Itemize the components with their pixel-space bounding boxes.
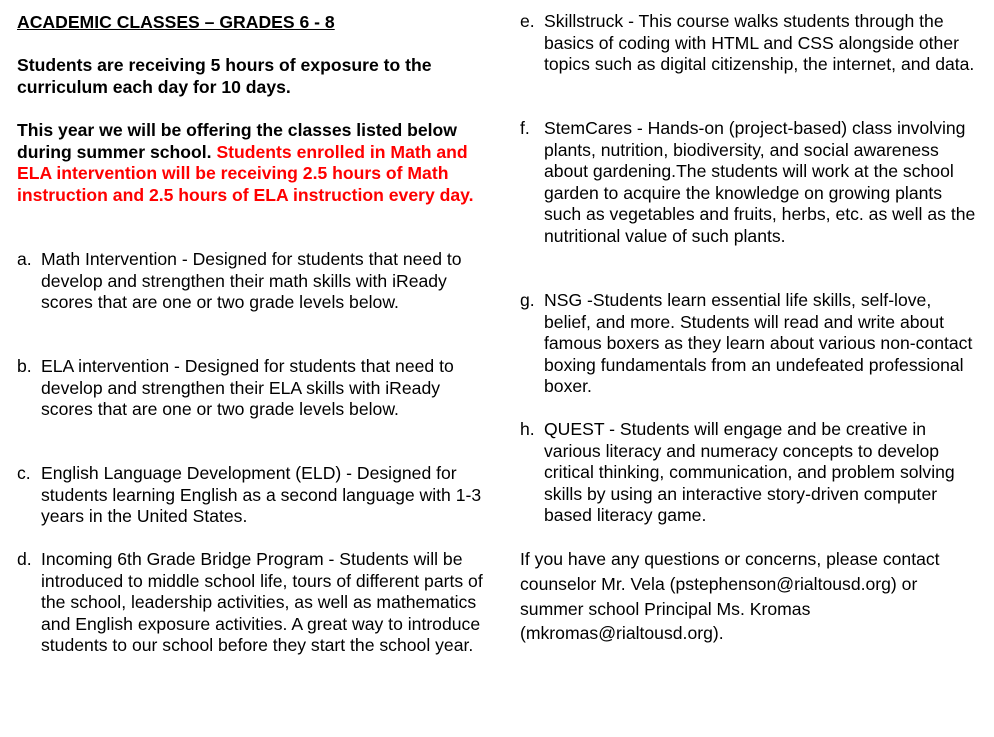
list-letter: g.	[520, 290, 535, 310]
offering-highlight: Students enrolled in Math and ELA intervention will be receiving 2.5 hours of Math instruction and 2.5 hours of ELA instruction every day.	[17, 141, 474, 205]
class-item-a	[17, 249, 485, 314]
class-item-c	[17, 463, 485, 528]
class-item-f	[520, 118, 982, 248]
class-item-e	[520, 11, 982, 76]
intro-paragraph: Students are receiving 5 hours of exposure to the curriculum each day for 10 days.	[17, 55, 432, 97]
class-description: Skillstruck - This course walks students through the basics of coding with HTML and CSS alongside other topics such as digital citizenship, the internet, and data.	[544, 11, 975, 75]
class-description: ELA intervention - Designed for students that need to develop and strengthen their ELA skills with iReady scores that are one or two grade levels below.	[41, 356, 454, 420]
class-description: QUEST - Students will engage and be creative in various literacy and numeracy concepts to develop critical thinking, communication, and problem solving skills by using an interactive story-driven computer based literacy game.	[544, 419, 955, 526]
class-description: Incoming 6th Grade Bridge Program - Students will be introduced to middle school life, tours of different parts of the school, leadership activities, as well as mathematics and English exposure activities. A great way to introduce students to our school before they start the school year.	[41, 549, 483, 656]
list-letter: c.	[17, 463, 31, 483]
list-letter: d.	[17, 549, 32, 569]
class-description: StemCares - Hands-on (project-based) class involving plants, nutrition, biodiversity, and social awareness about gardening.The students will work at the school garden to acquire the knowledge on growing plants such as vegetables and fruits, herbs, etc. as well as the nutritional value of such plants.	[544, 118, 976, 246]
list-letter: e.	[520, 11, 535, 31]
class-item-g	[520, 290, 982, 398]
class-item-b	[17, 356, 485, 421]
list-letter: b.	[17, 356, 32, 376]
class-description: English Language Development (ELD) - Designed for students learning English as a second language with 1-3 years in the United States.	[41, 463, 482, 527]
list-letter: h.	[520, 419, 535, 439]
contact-paragraph: If you have any questions or concerns, please contact counselor Mr. Vela (pstephenson@rialtousd.org) or summer school Principal Ms. Kromas (mkromas@rialtousd.org).	[520, 549, 940, 644]
class-item-d	[17, 549, 485, 657]
offering-paragraph	[17, 120, 485, 206]
list-letter: f.	[520, 118, 530, 138]
class-description: Math Intervention - Designed for students that need to develop and strengthen their math skills with iReady scores that are one or two grade levels below.	[41, 249, 462, 313]
offering-text: This year we will be offering the classes listed below during summer school.	[17, 120, 457, 162]
class-item-h	[520, 419, 982, 527]
list-letter: a.	[17, 249, 32, 269]
page-title: ACADEMIC CLASSES – GRADES 6 - 8	[17, 12, 335, 32]
class-description: NSG -Students learn essential life skills, self-love, belief, and more. Students will read and write about famous boxers as they learn about various non-contact boxing fundamentals from an undefeated professional boxer.	[544, 290, 973, 397]
